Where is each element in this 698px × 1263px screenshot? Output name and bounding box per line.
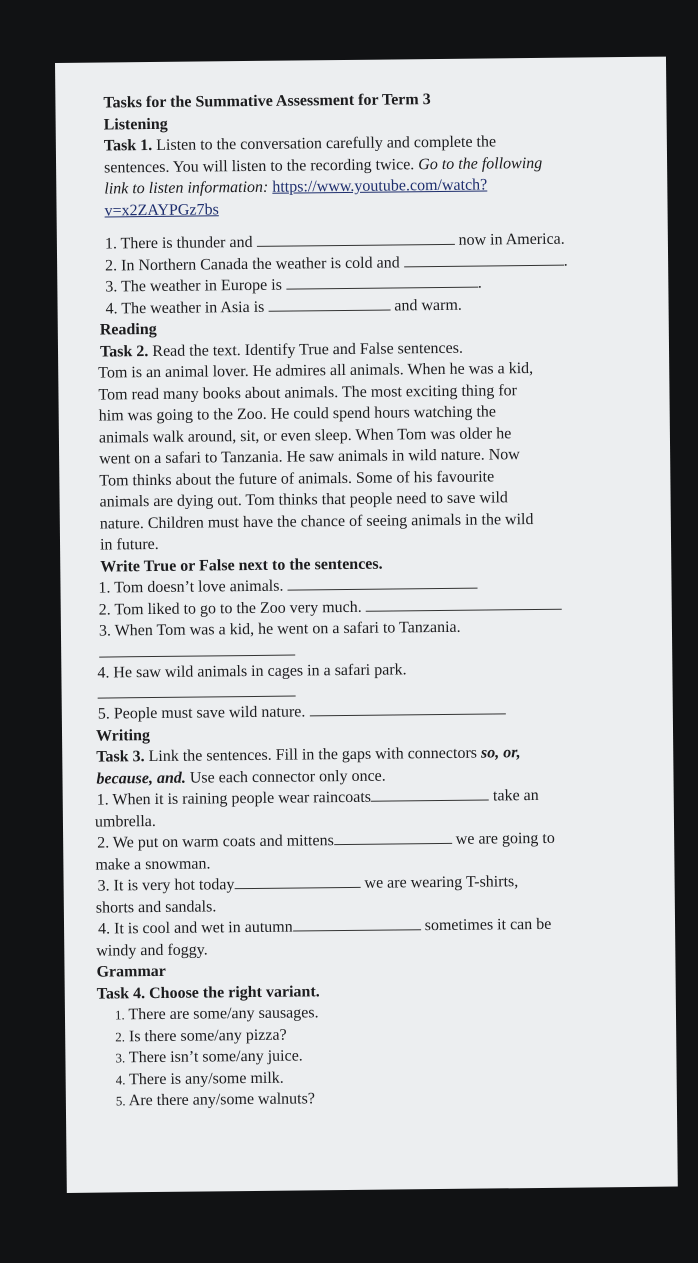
item-number: 3. <box>115 1050 126 1066</box>
reading-heading: Reading <box>99 320 157 339</box>
answer-blank[interactable] <box>293 915 421 931</box>
youtube-link-part1[interactable]: https://www.youtube.com/watch? <box>272 176 488 196</box>
answer-blank[interactable] <box>256 230 454 247</box>
task1-text-2: sentences. You will listen to the recording twice. <box>104 155 419 176</box>
item-text: 5. People must save wild nature. <box>97 703 306 723</box>
item-text: Are there any/some walnuts? <box>125 1090 315 1110</box>
page-title: Tasks for the Summative Assessment for Term 3 <box>103 91 431 112</box>
item-number: 2. <box>115 1028 126 1044</box>
answer-blank[interactable] <box>99 640 295 657</box>
item-text: 4. The weather in Asia is <box>105 298 265 317</box>
answer-blank[interactable] <box>366 594 562 611</box>
grammar-heading: Grammar <box>96 962 166 981</box>
task1-text-3-italic: link to listen information: <box>104 178 273 198</box>
writing-heading: Writing <box>95 726 151 745</box>
writing-item-3-cont: shorts and sandals. <box>95 897 217 917</box>
grammar-item-5 <box>116 1085 637 1112</box>
answer-blank[interactable] <box>404 250 564 267</box>
paragraph-line: nature. Children must have the chance of seeing animals in the wild <box>99 510 534 533</box>
task1-text-1: Listen to the conversation carefully and complete the <box>152 133 497 154</box>
answer-blank[interactable] <box>268 295 390 311</box>
item-text: . <box>477 274 482 292</box>
item-text: 4. He saw wild animals in cages in a safari park. <box>97 660 407 682</box>
listening-heading: Listening <box>103 115 168 133</box>
item-text: sometimes it can be <box>424 915 552 935</box>
writing-item-2-cont: make a snowman. <box>95 854 211 874</box>
task1-text-2-italic: Go to the following <box>418 154 543 173</box>
task3-label: Task 3. <box>96 748 145 766</box>
item-text: 2. Tom liked to go to the Zoo very much. <box>98 598 362 619</box>
item-text: There is any/some milk. <box>125 1069 284 1088</box>
task3-text-2: Use each connector only once. <box>185 767 386 787</box>
item-text: we are wearing T-shirts, <box>364 873 519 892</box>
task1-label: Task 1. <box>103 136 153 155</box>
answer-blank[interactable] <box>287 574 477 591</box>
item-text: 1. Tom doesn’t love animals. <box>98 577 284 597</box>
item-text: take an <box>492 786 539 805</box>
task3-text-1: Link the sentences. Fill in the gaps with connectors <box>144 744 482 766</box>
youtube-link-part2[interactable]: v=x2ZAYPGz7bs <box>104 200 219 219</box>
item-number: 5. <box>115 1093 126 1109</box>
task3-connectors-1: so, or, <box>480 744 521 762</box>
item-text: 3. The weather in Europe is <box>105 276 282 296</box>
item-text: 3. When Tom was a kid, he went on a safari to Tanzania. <box>98 618 461 640</box>
item-text: 3. It is very hot today <box>97 876 235 895</box>
paragraph-line: went on a safari to Tanzania. He saw animals in wild nature. Now <box>99 446 520 468</box>
item-text: Is there some/any pizza? <box>124 1026 287 1045</box>
paragraph-line: Tom thinks about the future of animals. Some of his favourite <box>99 467 495 490</box>
answer-blank[interactable] <box>234 873 360 889</box>
item-number: 1. <box>114 1007 125 1023</box>
item-text: 2. We put on warm coats and mittens <box>97 832 334 852</box>
task2-label: Task 2. <box>99 342 149 361</box>
task3-connectors-2: because, and. <box>96 769 186 788</box>
item-text: we are going to <box>455 829 555 848</box>
reading-instruction: Write True or False next to the sentences. <box>100 555 383 576</box>
item-text: 1. When it is raining people wear raincoats <box>96 788 372 809</box>
answer-blank[interactable] <box>334 829 452 845</box>
task2-text: Read the text. Identify True and False sentences. <box>148 339 464 360</box>
paragraph-line: Tom read many books about animals. The most exciting thing for <box>98 381 518 404</box>
item-text: 1. There is thunder and <box>104 233 253 253</box>
item-text: . <box>563 252 568 270</box>
item-text: 4. It is cool and wet in autumn <box>97 918 293 938</box>
grammar-list <box>95 999 637 1112</box>
item-text: There are some/any sausages. <box>124 1004 319 1024</box>
worksheet-page <box>55 57 678 1193</box>
item-text: There isn’t some/any juice. <box>125 1047 303 1067</box>
reading-paragraph <box>88 357 631 556</box>
item-text: 2. In Northern Canada the weather is cold and <box>105 253 400 274</box>
answer-blank[interactable] <box>309 699 505 716</box>
paragraph-line: in future. <box>99 535 159 554</box>
paragraph-line: him was going to the Zoo. He could spend hours watching the <box>98 403 497 425</box>
writing-item-1-cont: umbrella. <box>94 812 156 831</box>
answer-blank[interactable] <box>371 785 489 801</box>
item-text: and warm. <box>394 296 462 314</box>
writing-item-4-cont: windy and foggy. <box>96 940 208 960</box>
paragraph-line: animals are dying out. Tom thinks that people need to save wild <box>99 489 508 511</box>
task4-label: Task 4. Choose the right variant. <box>96 982 320 1003</box>
answer-blank[interactable] <box>98 682 296 699</box>
item-text: now in America. <box>458 230 565 249</box>
item-number: 4. <box>115 1071 126 1087</box>
paragraph-line: animals walk around, sit, or even sleep. When Tom was older he <box>98 424 512 447</box>
answer-blank[interactable] <box>286 273 478 290</box>
paragraph-line: Tom is an animal lover. He admires all animals. When he was a kid, <box>98 360 534 382</box>
